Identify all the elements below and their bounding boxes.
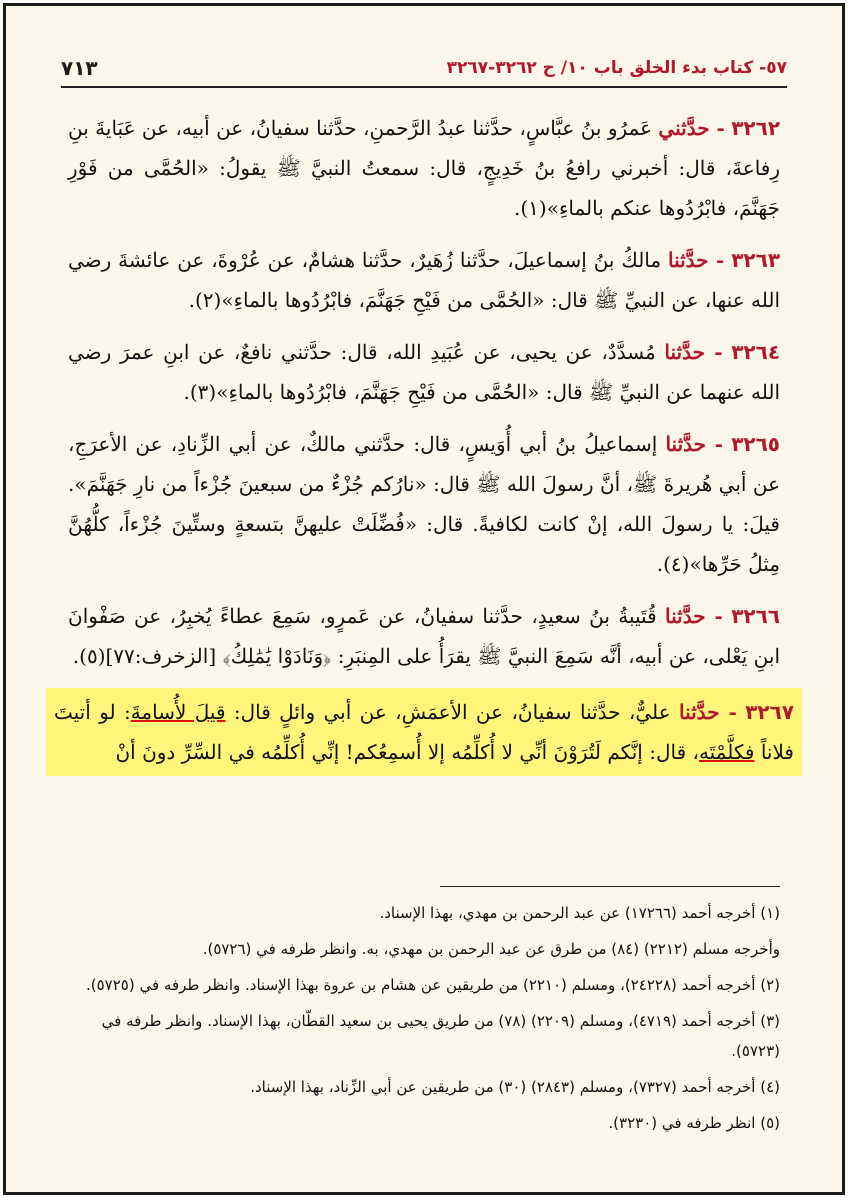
hadith-lead: حدَّثنا [665,432,706,456]
hadith-number: ٣٢٦٤ [731,340,781,364]
hadith-paragraph: ٣٢٦٤ - حدَّثنا مُسدَّدٌ، عن يحيى، عن عُبَيدِ الله، قال: حدَّثني نافعٌ، عن ابنِ عمرَ رضي الله عنهما عن النبيِّ ﷺ قال: «الحُمَّى من فَيْحِ جَهَنَّمَ، فابْرُدُوها بالماءِ»(٣). [68,340,781,404]
hadith-number: ٣٢٦٥ [731,432,781,456]
page-frame [3,3,845,1195]
page-number: ٧١٣ [61,56,98,80]
hadith-lead: حدَّثنا [667,248,709,272]
header-rule [61,86,787,88]
hadith-lead: حدَّثنا [664,340,705,364]
running-header: ٥٧- كتاب بدء الخلق باب ١٠/ ح ٣٢٦٢-٣٢٦٧ [446,58,787,78]
hadith-text: عَمرُو بنُ عبَّاسٍ، حدَّثنا عبدُ الرَّحمنِ، حدَّثنا سفيانُ، عن أبيه، عن عَبَايةَ بنِ رِفاعةَ، قال: أخبرني رافعُ بنُ خَدِيجٍ، قال: سمعتُ النبيَّ ﷺ يقولُ: «الحُمَّى من فَوْرِ جَهَنَّمَ، فابْرُدُوها عنكم بالماءِ»(١). [68,116,780,220]
hadith-number: ٣٢٦٢ [731,116,781,140]
footnotes [68,898,780,1144]
hadith-number: ٣٢٦٦ [731,604,781,628]
footnote: (٤) أخرجه أحمد (٧٣٢٧)، ومسلم (٢٨٤٣) (٣٠) من طريقين عن أبي الزِّناد، بهذا الإسناد. [250,1078,780,1096]
hadith-text: قُتَيبةُ بنُ سعيدٍ، حدَّثنا سفيانُ، عن عَمرٍو، سَمِعَ عطاءً يُخبِرُ، عن صَفْوانَ ابنِ يَعْلى، عن أبيه، أنَّه سَمِعَ النبيَّ ﷺ يقرَأُ على المِنبَرِ: ﴿وَنَادَوْا يَٰمَٰلِكُ﴾ [الزخرف:٧٧](٥). [68,604,780,668]
hadith-text-part: ، قال: إنَّكم لَتُرَوْنَ أنِّي لا أُكلِّمُه إلا أُسمِعُكم! إنِّي أُكلِّمُه في السِّرِّ دونَ أنْ [115,740,699,764]
hadith-lead: حدَّثني [658,116,710,140]
main-text [54,108,795,776]
page-header [61,54,787,94]
hadith-text-part: : لو أتيتَ فلاناً [54,700,794,764]
hadith-paragraph: ٣٢٦٢ - حدَّثني عَمرُو بنُ عبَّاسٍ، حدَّثنا عبدُ الرَّحمنِ، حدَّثنا سفيانُ، عن أبيه، عن عَبَايةَ بنِ رِفاعةَ، قال: أخبرني رافعُ بنُ خَدِيجٍ، قال: سمعتُ النبيَّ ﷺ يقولُ: «الحُمَّى من فَوْرِ جَهَنَّمَ، فابْرُدُوها عنكم بالماءِ»(١). [68,116,781,220]
footnote-rule [440,886,780,887]
hadith-number: ٣٢٦٣ [731,248,781,272]
hadith-text: إسماعيلُ بنُ أبي أُوَيسٍ، قال: حدَّثني مالكٌ، عن أبي الزِّنادِ، عن الأعرَجِ، عن أبي هُريرةَ ﷺ، أنَّ رسولَ الله ﷺ قال: «نارُكم جُزْءٌ من سبعينَ جُزْءاً من نارِ جَهَنَّمَ». قيلَ: يا رسولَ الله، إنْ كانت لكافيةً. قال: «فُضِّلَتْ عليهنَّ بتسعةٍ وستِّينَ جُزْءاً، كلُّهُنَّ مِثلُ حَرِّها»(٤). [68,432,780,576]
hadith-lead: حدَّثنا [678,700,720,724]
hadith-text: مالكُ بنُ إسماعيلَ، حدَّثنا زُهَيرٌ، حدَّثنا هشامٌ، عن عُرْوةَ، عن عائشةَ رضي الله عنها، عن النبيِّ ﷺ قال: «الحُمَّى من فَيْحِ جَهَنَّمَ، فابْرُدُوها بالماءِ»(٢). [68,248,780,312]
hadith-number: ٣٢٦٧ [745,700,795,724]
footnote: وأخرجه مسلم (٢٢١٢) (٨٤) من طرق عن عبد الرحمن بن مهدي، به. وانظر طرفه في (٥٧٢٦). [202,940,780,958]
hadith-paragraph: ٣٢٦٥ - حدَّثنا إسماعيلُ بنُ أبي أُوَيسٍ، قال: حدَّثني مالكٌ، عن أبي الزِّنادِ، عن الأعرَجِ، عن أبي هُريرةَ ﷺ، أنَّ رسولَ الله ﷺ قال: «نارُكم جُزْءٌ من سبعينَ جُزْءاً من نارِ جَهَنَّمَ». قيلَ: يا رسولَ الله، إنْ كانت لكافيةً. قال: «فُضِّلَتْ عليهنَّ بتسعةٍ وستِّينَ جُزْءاً، كلُّهُنَّ مِثلُ حَرِّها»(٤). [68,432,781,576]
hadith-paragraph: ٣٢٦٣ - حدَّثنا مالكُ بنُ إسماعيلَ، حدَّثنا زُهَيرٌ، حدَّثنا هشامٌ، عن عُرْوةَ، عن عائشةَ رضي الله عنها، عن النبيِّ ﷺ قال: «الحُمَّى من فَيْحِ جَهَنَّمَ، فابْرُدُوها بالماءِ»(٢). [68,248,781,312]
hadith-paragraph: ٣٢٦٦ - حدَّثنا قُتَيبةُ بنُ سعيدٍ، حدَّثنا سفيانُ، عن عَمرٍو، سَمِعَ عطاءً يُخبِرُ، عن صَفْوانَ ابنِ يَعْلى، عن أبيه، أنَّه سَمِعَ النبيَّ ﷺ يقرَأُ على المِنبَرِ: ﴿وَنَادَوْا يَٰمَٰلِكُ﴾ [الزخرف:٧٧](٥). [68,604,781,668]
highlighted-hadith: ٣٢٦٧ - حدَّثنا عليٌّ، حدَّثنا سفيانُ، عن الأعمَشِ، عن أبي وائلٍ قال: قيلَ لأُسامةَ: لو أتيتَ فلاناً فكلَّمْتَه، قال: إنَّكم لَتُرَوْنَ أنِّي لا أُكلِّمُه إلا أُسمِعُكم! إنِّي أُكلِّمُه في السِّرِّ دونَ أنْ [46,688,802,776]
footnote: (٢) أخرجه أحمد (٢٤٢٢٨)، ومسلم (٢٢١٠) من طريقين عن هشام بن عروة بهذا الإسناد. وانظر طرفه في (٥٧٢٥). [85,976,780,994]
hadith-text-part: عليٌّ، حدَّثنا سفيانُ، عن الأعمَشِ، عن أبي وائلٍ قال: [225,700,671,724]
underlined-phrase: قيلَ لأُسامةَ [130,700,226,724]
footnote: (٥) انظر طرفه في (٣٢٣٠). [608,1114,780,1132]
footnote: (٣) أخرجه أحمد (٤٧١٩)، ومسلم (٢٢٠٩) (٧٨) من طريق يحيى بن سعيد القطّان، بهذا الإسناد. وانظر طرفه في (٥٧٢٣). [101,1012,780,1060]
underlined-phrase: فكلَّمْتَه [698,740,755,764]
hadith-lead: حدَّثنا [665,604,706,628]
footnote: (١) أخرجه أحمد (١٧٢٦٦) عن عبد الرحمن بن مهدي، بهذا الإسناد. [379,904,780,922]
hadith-text: مُسدَّدٌ، عن يحيى، عن عُبَيدِ الله، قال: حدَّثني نافعٌ، عن ابنِ عمرَ رضي الله عنهما عن النبيِّ ﷺ قال: «الحُمَّى من فَيْحِ جَهَنَّمَ، فابْرُدُوها بالماءِ»(٣). [68,340,780,404]
